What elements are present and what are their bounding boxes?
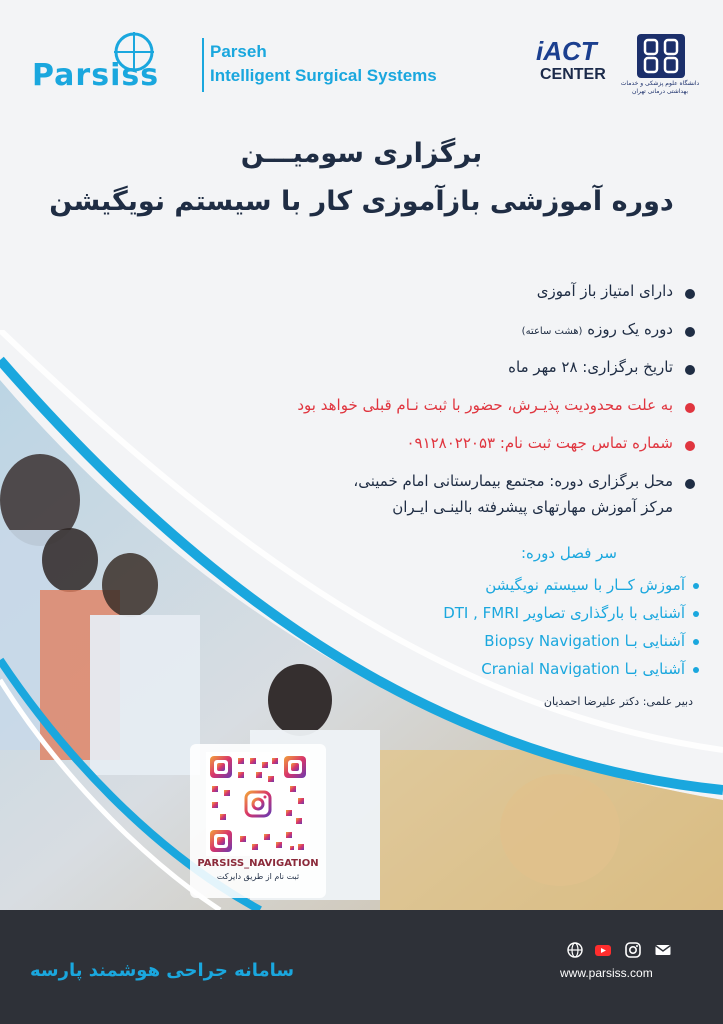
- info-item-limited-capacity: [297, 396, 695, 414]
- info-item-label: به علت محدودیت پذیـرش، حضور با ثبت نـام قبلی خواهد بود: [297, 396, 673, 414]
- topic-item: [443, 604, 699, 622]
- mail-icon[interactable]: [655, 942, 671, 958]
- title-line2: دوره آموزشی بازآموزی کار با سیستم نویگیشن: [49, 186, 674, 217]
- website-link[interactable]: www.parsiss.com: [560, 966, 653, 980]
- university-name: دانشگاه علوم پزشکی و خدمات بهداشتی درمانی تهران: [620, 80, 700, 95]
- info-item-phone: [406, 434, 695, 452]
- info-item-location: [353, 472, 695, 490]
- bullet-dot-icon: [685, 327, 695, 337]
- qr-card[interactable]: [190, 744, 326, 898]
- topics-heading: سر فصل دوره:: [521, 544, 617, 562]
- topic-label: آشنایی بـا Biopsy Navigation: [484, 632, 685, 650]
- instagram-handle: PARSISS_NAVIGATION: [197, 858, 319, 869]
- info-item-label: دارای امتیاز باز آموزی: [536, 282, 673, 300]
- bullet-dot-icon: [685, 403, 695, 413]
- company-name: [210, 40, 437, 88]
- topic-label: آموزش کــار با سیستم نویگیشن: [485, 576, 685, 594]
- topic-dot-icon: [693, 611, 699, 617]
- info-item-label: دوره یک روزه: [587, 320, 673, 338]
- footer-title: سامانه جراحی هوشمند پارسه: [30, 960, 295, 981]
- parsiss-logo-text: Parsiss: [32, 58, 160, 93]
- topic-item: [485, 576, 699, 594]
- globe-icon[interactable]: [567, 942, 583, 958]
- topic-label: آشنایی بـا Cranial Navigation: [481, 660, 685, 678]
- instagram-icon[interactable]: [625, 942, 641, 958]
- bullet-dot-icon: [685, 365, 695, 375]
- header: [0, 0, 723, 120]
- topic-dot-icon: [693, 583, 699, 589]
- title-line1: برگزاری سومیـــن: [240, 138, 483, 169]
- youtube-icon[interactable]: [595, 942, 611, 958]
- iact-center-text: CENTER: [540, 66, 606, 83]
- topic-item: [484, 632, 699, 650]
- scientific-secretary: دبیر علمی: دکتر علیرضا احمدیان: [543, 695, 693, 708]
- info-item-label: محل برگزاری دوره: مجتمع بیمارستانی امام خمینی،: [353, 472, 673, 490]
- company-line1: Parseh: [210, 42, 267, 61]
- topic-dot-icon: [693, 667, 699, 673]
- company-line2: Intelligent Surgical Systems: [210, 66, 437, 85]
- qr-subtitle: ثبت نام از طریق دایرکت: [216, 872, 300, 881]
- info-item-label: تاریخ برگزاری: ۲۸ مهر ماه: [508, 358, 673, 376]
- info-item-location-line2: مرکز آموزش مهارتهای پیشرفته بالینـی ایـران: [392, 498, 673, 516]
- logo-divider: [202, 38, 204, 92]
- info-item-date: [508, 358, 695, 376]
- info-item-credit: [537, 282, 695, 300]
- footer: [0, 910, 723, 1024]
- bullet-dot-icon: [685, 441, 695, 451]
- topic-item: [481, 660, 699, 678]
- info-item-duration: [522, 320, 695, 338]
- bullet-dot-icon: [685, 479, 695, 489]
- iact-logo-text: iACT: [536, 36, 597, 66]
- social-icons: [567, 942, 677, 962]
- topic-dot-icon: [693, 639, 699, 645]
- info-item-label: شماره تماس جهت ثبت نام: ۰۹۱۲۸۰۲۲۰۵۳: [406, 434, 673, 452]
- info-item-note: (هشت ساعته): [521, 326, 583, 337]
- topic-label: آشنایی با بارگذاری تصاویر DTI , FMRI: [443, 604, 685, 622]
- qr-code-icon[interactable]: [206, 752, 310, 856]
- university-logo-icon: [637, 34, 685, 78]
- bullet-dot-icon: [685, 289, 695, 299]
